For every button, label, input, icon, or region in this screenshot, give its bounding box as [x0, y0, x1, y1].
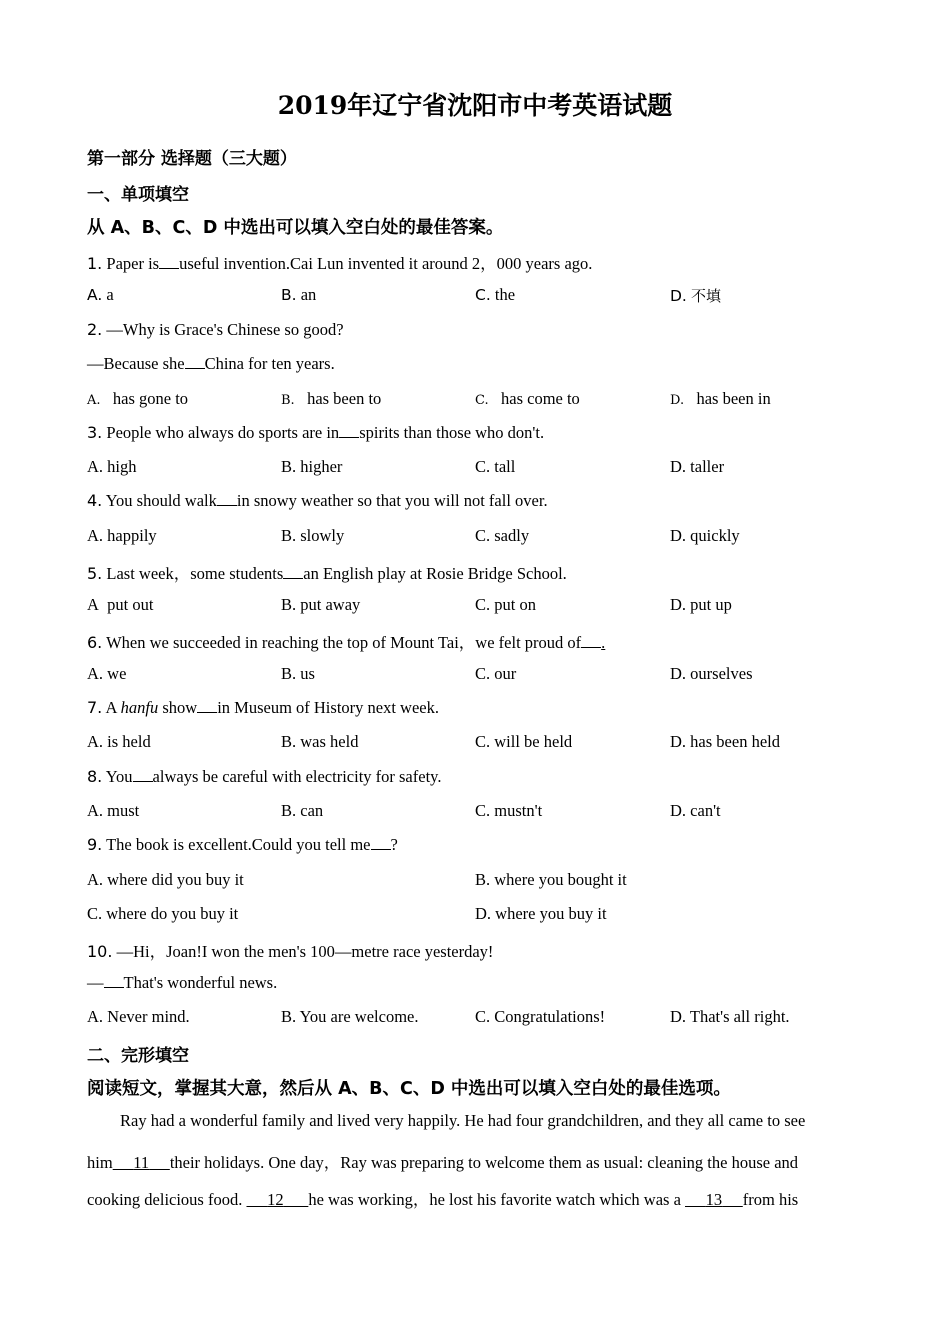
option-b	[281, 732, 358, 752]
option-text: where you buy it	[495, 904, 607, 923]
option-c	[475, 457, 515, 477]
option-c	[475, 389, 580, 409]
option-text: has been in	[696, 389, 771, 408]
option-letter: D.	[670, 393, 685, 408]
option-b	[281, 664, 315, 684]
option-a	[87, 526, 157, 546]
question-text: China for ten years.	[204, 354, 335, 373]
question-text: useful invention.Cai Lun invented it around 2，000 years ago.	[179, 254, 593, 273]
option-letter: D.	[670, 801, 687, 820]
option-text: tall	[494, 457, 516, 476]
question-text: an English play at Rosie Bridge School.	[303, 564, 567, 583]
option-letter: D.	[475, 904, 492, 923]
option-letter: B.	[281, 393, 295, 408]
option-text: sadly	[494, 526, 530, 545]
option-letter: B.	[281, 1007, 297, 1026]
option-text: must	[107, 801, 140, 820]
option-letter: A.	[87, 732, 104, 751]
option-text: put away	[300, 595, 361, 614]
option-text: mustn't	[494, 801, 543, 820]
option-d	[475, 904, 607, 924]
question-8	[87, 767, 441, 787]
option-b	[281, 389, 381, 409]
option-d	[670, 285, 721, 306]
option-letter: C.	[475, 526, 491, 545]
question-text: ?	[390, 835, 398, 854]
answer-blank	[371, 835, 391, 850]
option-text: put up	[690, 595, 732, 614]
option-d	[670, 732, 780, 752]
option-letter: A.	[87, 870, 104, 889]
question-number: 2.	[87, 320, 103, 339]
option-text: taller	[690, 457, 725, 476]
question-text: in snowy weather so that you will not fall over.	[236, 491, 548, 510]
question-number: 6.	[87, 633, 103, 652]
option-text: happily	[107, 526, 157, 545]
passage-text: from his	[742, 1190, 799, 1209]
option-text: an	[300, 285, 317, 304]
option-letter: C.	[475, 457, 491, 476]
answer-blank	[217, 491, 237, 506]
option-c	[87, 904, 238, 924]
question-5	[87, 560, 567, 584]
option-letter: D.	[670, 1007, 687, 1026]
option-text: has been to	[307, 389, 382, 408]
question-7	[87, 698, 439, 718]
question-text: —Why is Grace's Chinese so good?	[106, 320, 344, 339]
option-d	[670, 595, 732, 615]
option-c	[475, 664, 516, 684]
option-text: has gone to	[112, 389, 189, 408]
section2-instruction: 阅读短文，掌握其大意，然后从 A、B、C、D 中选出可以填入空白处的最佳选项。	[87, 1079, 731, 1099]
question-text: always be careful with electricity for safety.	[152, 767, 442, 786]
option-a	[87, 285, 114, 305]
answer-blank	[581, 633, 601, 648]
option-letter: B.	[281, 595, 297, 614]
option-text: high	[107, 457, 137, 476]
answer-blank	[133, 767, 153, 782]
option-c	[475, 285, 515, 305]
option-text: we	[107, 664, 127, 683]
option-letter: A.	[87, 1007, 104, 1026]
question-text: When we succeeded in reaching the top of Mount Tai，we felt proud of	[106, 633, 582, 652]
option-text: quickly	[690, 526, 740, 545]
question-6	[87, 629, 605, 653]
answer-blank	[159, 254, 179, 269]
option-text: put on	[494, 595, 536, 614]
blank-13	[685, 1190, 743, 1209]
option-d	[670, 457, 724, 477]
question-number: 3.	[87, 423, 103, 442]
option-a	[87, 732, 151, 752]
option-letter: D.	[670, 732, 687, 751]
question-3	[87, 423, 544, 443]
question-number: 4.	[87, 491, 103, 510]
question-9	[87, 835, 398, 855]
passage-text: he was working，he lost his favorite watch which was a	[308, 1190, 681, 1209]
option-a	[87, 457, 137, 477]
option-letter: B.	[475, 870, 491, 889]
option-c	[475, 732, 572, 752]
answer-blank	[104, 973, 124, 988]
option-a	[87, 595, 153, 615]
option-letter: C.	[475, 732, 491, 751]
question-text: You	[105, 767, 133, 786]
option-text: Congratulations!	[494, 1007, 606, 1026]
option-text: can't	[690, 801, 721, 820]
option-c	[475, 801, 542, 821]
question-text-italic: hanfu	[120, 698, 159, 717]
option-letter: A	[87, 595, 99, 614]
blank-11	[113, 1153, 170, 1172]
option-letter: A.	[87, 286, 103, 304]
option-text: Never mind.	[107, 1007, 190, 1026]
option-letter: A.	[87, 664, 104, 683]
part-heading: 第一部分 选择题（三大题）	[87, 149, 297, 169]
option-letter: D.	[670, 664, 687, 683]
option-a	[87, 870, 244, 890]
question-text: show	[162, 698, 198, 717]
option-b	[475, 870, 627, 890]
answer-blank	[339, 423, 359, 438]
option-letter: A.	[87, 526, 104, 545]
option-b	[281, 457, 342, 477]
question-text: Paper is	[106, 254, 160, 273]
question-text: in Museum of History next week.	[217, 698, 439, 717]
option-a	[87, 801, 139, 821]
option-b	[281, 801, 323, 821]
option-letter: D.	[670, 287, 687, 305]
question-2	[87, 320, 344, 340]
option-text: a	[106, 285, 114, 304]
question-1	[87, 250, 592, 274]
question-text: The book is excellent.Could you tell me	[106, 835, 371, 854]
passage-text: their holidays. One day，Ray was preparing to welcome them as usual: cleaning the house and	[169, 1153, 799, 1172]
option-c	[475, 526, 529, 546]
option-letter: B.	[281, 801, 297, 820]
question-10	[87, 938, 493, 962]
question-number: 9.	[87, 835, 103, 854]
option-text: That's all right.	[689, 1007, 790, 1026]
option-d	[670, 526, 740, 546]
question-number: 7.	[87, 698, 103, 717]
question-text: —	[87, 973, 104, 992]
question-text: You should walk	[105, 491, 217, 510]
option-text: 不填	[691, 287, 722, 305]
option-letter: B.	[281, 526, 297, 545]
option-d	[670, 664, 753, 684]
option-letter: D.	[670, 457, 687, 476]
blank-number: 12	[267, 1190, 284, 1209]
section1-instruction: 从 A、B、C、D 中选出可以填入空白处的最佳答案。	[87, 218, 504, 238]
option-d	[670, 1007, 790, 1027]
option-text: put out	[107, 595, 154, 614]
page-title: 2019年辽宁省沈阳市中考英语试题	[277, 91, 673, 120]
option-letter: C.	[475, 595, 491, 614]
option-text: slowly	[300, 526, 345, 545]
question-number: 5.	[87, 564, 103, 583]
option-letter: C.	[475, 664, 491, 683]
option-d	[670, 389, 771, 409]
option-text: will be held	[494, 732, 573, 751]
option-text: ourselves	[690, 664, 753, 683]
option-letter: C.	[475, 1007, 491, 1026]
option-letter: C.	[475, 801, 491, 820]
passage-text: cooking delicious food.	[87, 1190, 243, 1209]
question-text: —Because she	[87, 354, 185, 373]
option-letter: C.	[475, 286, 491, 304]
option-b	[281, 595, 360, 615]
option-text: the	[494, 285, 516, 304]
passage-line-2	[87, 1149, 798, 1173]
option-c	[475, 595, 536, 615]
option-text: where do you buy it	[106, 904, 239, 923]
answer-blank	[283, 564, 303, 579]
passage-line-3	[87, 1186, 798, 1210]
option-b	[281, 285, 316, 305]
question-2-line2	[87, 354, 335, 374]
option-text: where did you buy it	[107, 870, 244, 889]
option-text: our	[494, 664, 517, 683]
option-letter: B.	[281, 664, 297, 683]
option-a	[87, 664, 126, 684]
option-d	[670, 801, 721, 821]
question-number: 8.	[87, 767, 103, 786]
question-number: 1.	[87, 254, 103, 273]
question-10-line2	[87, 973, 277, 993]
option-text: was held	[300, 732, 359, 751]
option-text: higher	[300, 457, 343, 476]
passage-line-1: Ray had a wonderful family and lived very happily. He had four grandchildren, and they all came to see	[120, 1111, 806, 1130]
option-c	[475, 1007, 605, 1027]
blank-12	[246, 1190, 308, 1209]
section1-heading: 一、单项填空	[87, 185, 189, 205]
passage-text: him	[87, 1153, 113, 1172]
option-text: can	[300, 801, 324, 820]
option-letter: A.	[87, 457, 104, 476]
question-text: spirits than those who don't.	[359, 423, 545, 442]
question-text: That's wonderful news.	[123, 973, 278, 992]
question-text: A	[105, 698, 117, 717]
question-text: —Hi，Joan!I won the men's 100—metre race yesterday!	[116, 942, 494, 961]
option-letter: D.	[670, 526, 687, 545]
question-text: People who always do sports are in	[106, 423, 340, 442]
question-4	[87, 491, 548, 511]
option-text: You are welcome.	[299, 1007, 419, 1026]
question-text: .	[601, 633, 606, 652]
option-text: is held	[107, 732, 151, 751]
answer-blank	[185, 354, 205, 369]
section2-heading: 二、完形填空	[87, 1046, 189, 1066]
option-text: where you bought it	[494, 870, 627, 889]
option-a	[87, 389, 188, 409]
question-number: 10.	[87, 942, 113, 961]
question-text: Last week，some students	[106, 564, 284, 583]
option-letter: B.	[281, 457, 297, 476]
option-text: has come to	[501, 389, 580, 408]
option-b	[281, 526, 344, 546]
option-letter: D.	[670, 595, 687, 614]
option-a	[87, 1007, 190, 1027]
option-letter: B.	[281, 286, 297, 304]
option-letter: A.	[87, 801, 104, 820]
option-text: us	[300, 664, 315, 683]
option-letter: C.	[475, 393, 489, 408]
answer-blank	[197, 698, 217, 713]
option-letter: C.	[87, 904, 103, 923]
option-letter: A.	[87, 393, 101, 408]
option-letter: B.	[281, 732, 297, 751]
option-b	[281, 1007, 419, 1027]
blank-number: 13	[705, 1190, 723, 1209]
blank-number: 11	[133, 1153, 150, 1172]
option-text: has been held	[690, 732, 780, 751]
